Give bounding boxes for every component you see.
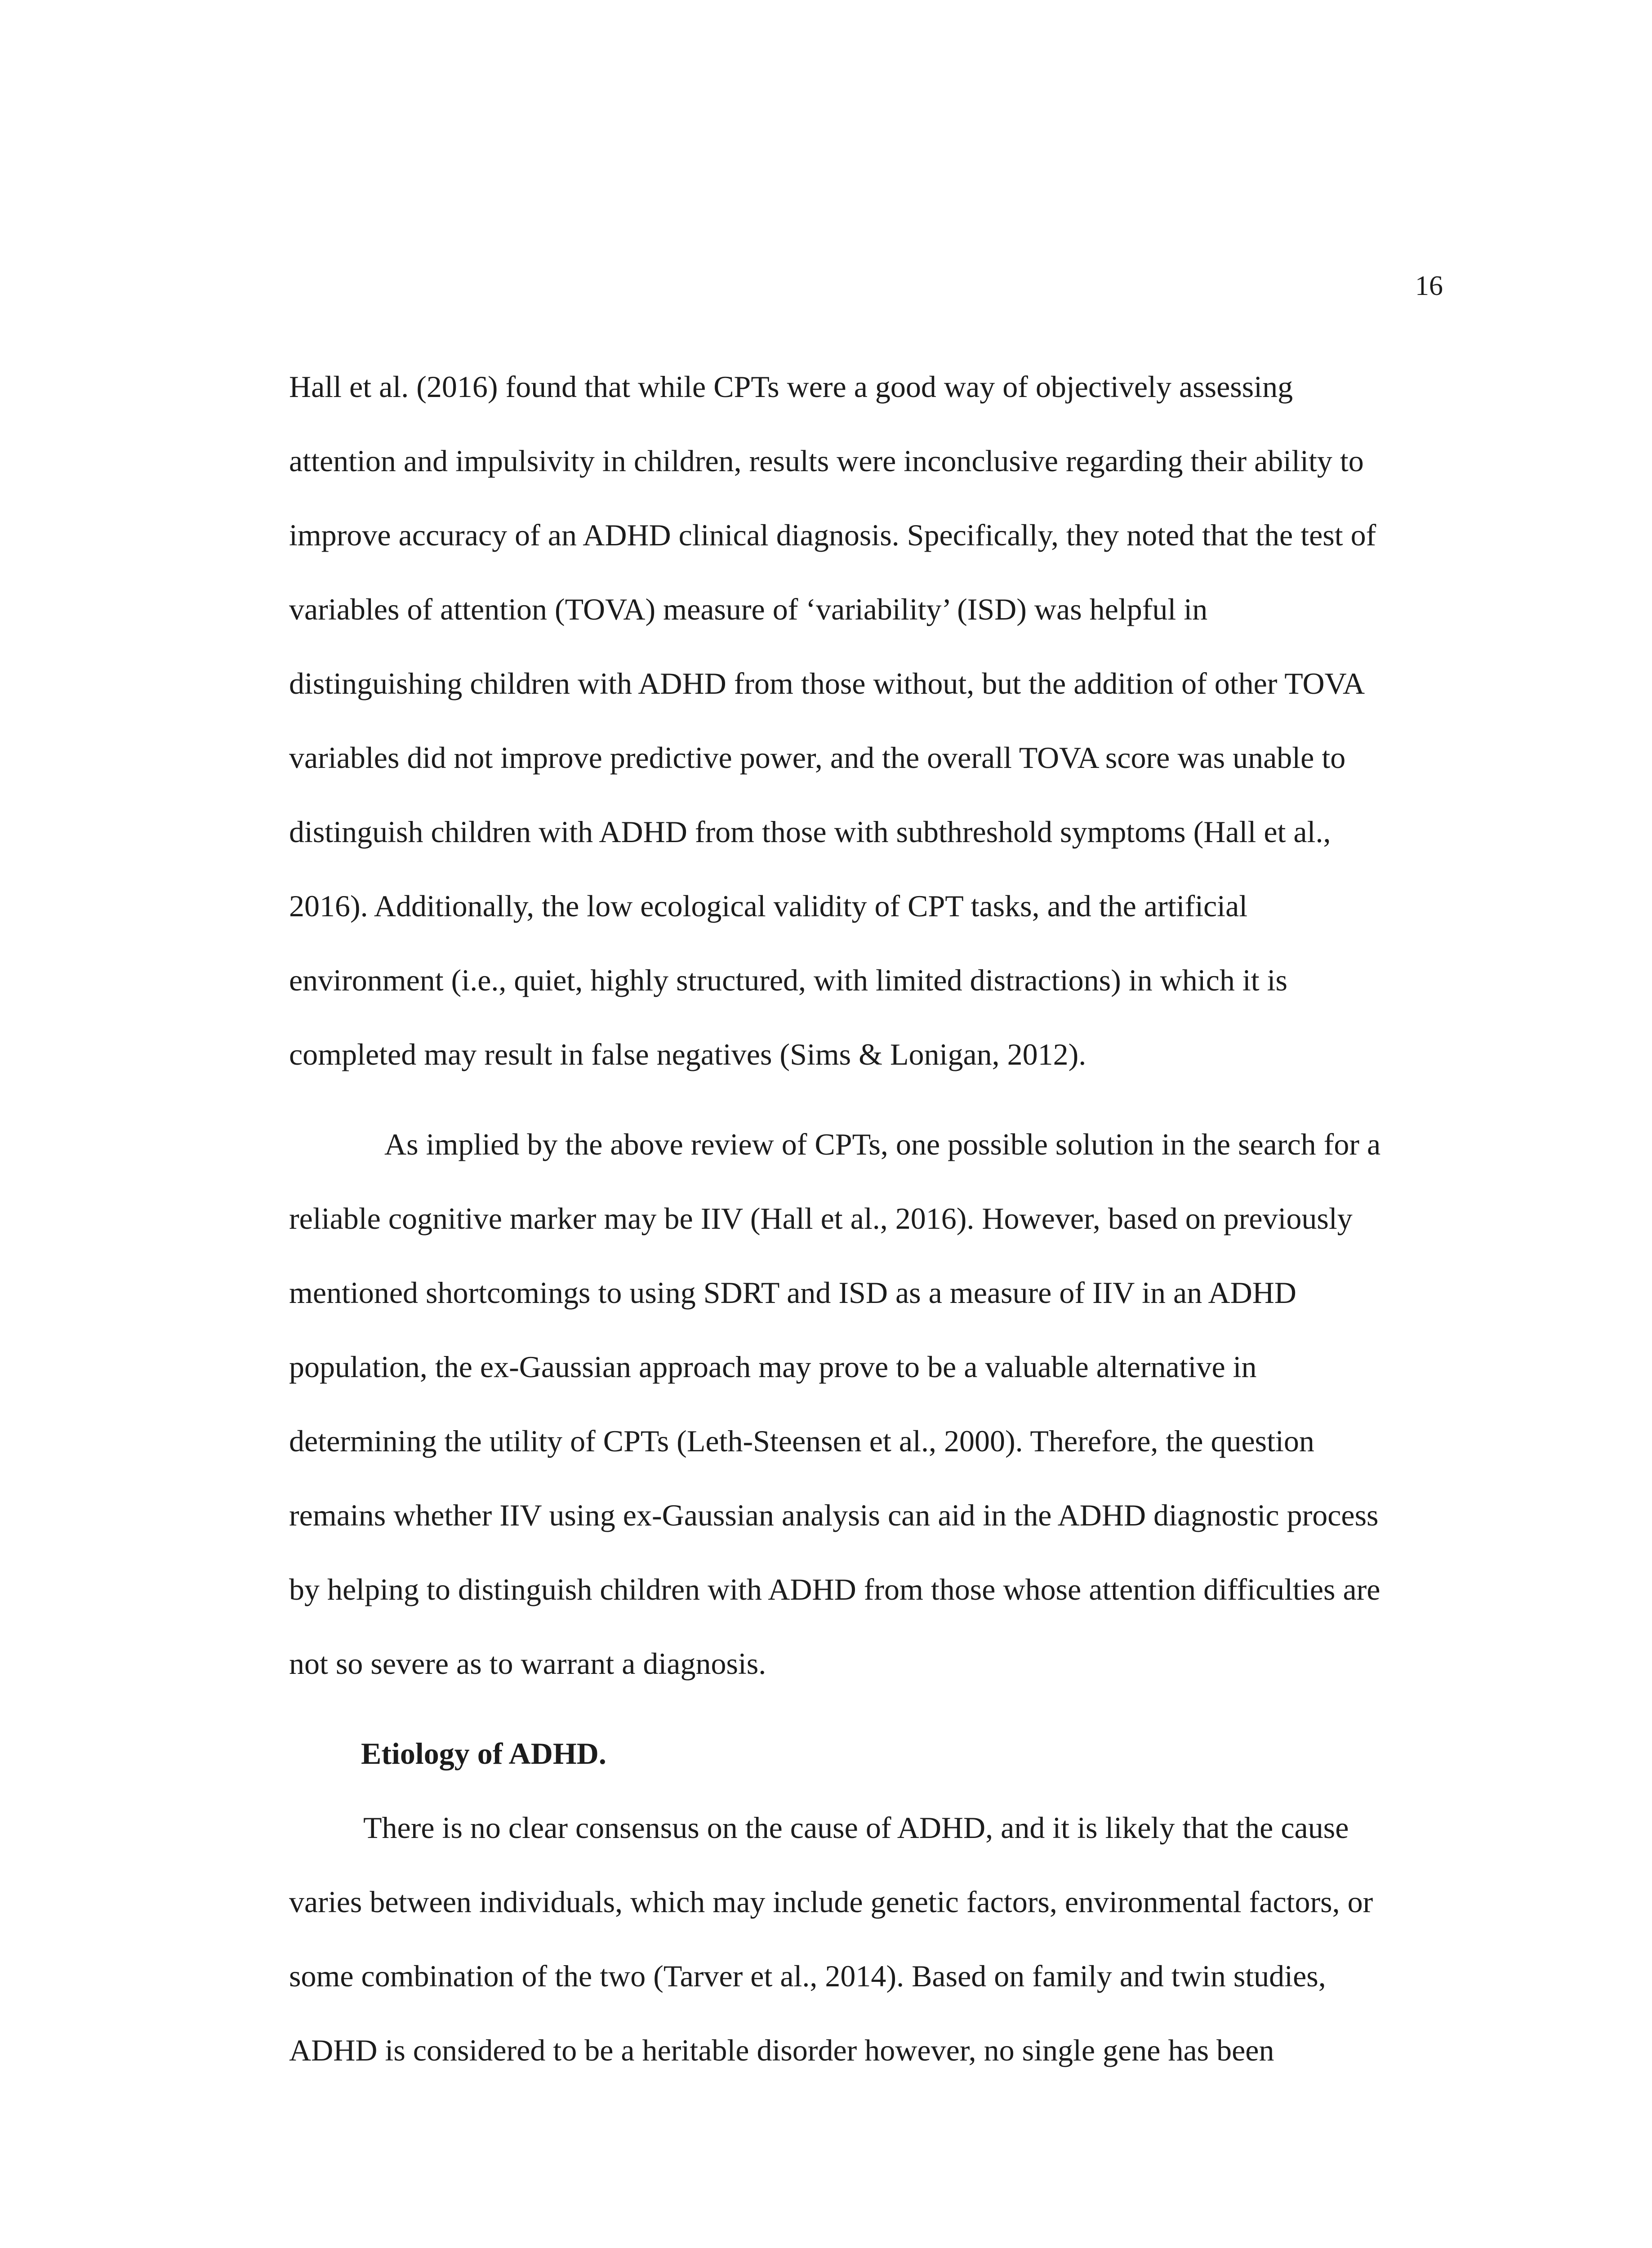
paragraph-line: ADHD is considered to be a heritable disorder however, no single gene has been xyxy=(289,2033,1274,2067)
paragraph-line: some combination of the two (Tarver et al., 2014). Based on family and twin studies, xyxy=(289,1959,1326,1993)
paragraph-line: attention and impulsivity in children, results were inconclusive regarding their ability to xyxy=(289,444,1364,478)
paragraph-line: varies between individuals, which may include genetic factors, environmental factors, or xyxy=(289,1885,1373,1919)
paragraph-line: Hall et al. (2016) found that while CPTs were a good way of objectively assessing xyxy=(289,370,1293,404)
paragraph-line: environment (i.e., quiet, highly structured, with limited distractions) in which it is xyxy=(289,963,1287,997)
paragraph-line: reliable cognitive marker may be IIV (Hall et al., 2016). However, based on previously xyxy=(289,1201,1353,1236)
paragraph-line: remains whether IIV using ex-Gaussian analysis can aid in the ADHD diagnostic process xyxy=(289,1498,1379,1532)
page-number: 16 xyxy=(1415,271,1443,301)
paragraph-line: by helping to distinguish children with ADHD from those whose attention difficulties are xyxy=(289,1572,1380,1606)
paragraph-line: distinguish children with ADHD from those with subthreshold symptoms (Hall et al., xyxy=(289,815,1331,849)
paragraph-line: 2016). Additionally, the low ecological validity of CPT tasks, and the artificial xyxy=(289,889,1248,923)
paragraph-line: population, the ex-Gaussian approach may prove to be a valuable alternative in xyxy=(289,1350,1257,1384)
paragraph-line: variables of attention (TOVA) measure of ‘variability’ (ISD) was helpful in xyxy=(289,592,1208,626)
paragraph-line: mentioned shortcomings to using SDRT and ISD as a measure of IIV in an ADHD xyxy=(289,1276,1296,1310)
paragraph-line: improve accuracy of an ADHD clinical diagnosis. Specifically, they noted that the test of xyxy=(289,518,1376,552)
paragraph-line: There is no clear consensus on the cause of ADHD, and it is likely that the cause xyxy=(363,1811,1349,1845)
paragraph-line: determining the utility of CPTs (Leth-Steensen et al., 2000). Therefore, the question xyxy=(289,1424,1314,1458)
paragraph-line: As implied by the above review of CPTs, one possible solution in the search for a xyxy=(384,1127,1381,1161)
paragraph-line: not so severe as to warrant a diagnosis. xyxy=(289,1646,766,1681)
paragraph-line: distinguishing children with ADHD from those without, but the addition of other TOVA xyxy=(289,666,1365,700)
paragraph-line: variables did not improve predictive power, and the overall TOVA score was unable to xyxy=(289,740,1346,775)
section-heading: Etiology of ADHD. xyxy=(361,1736,606,1771)
paragraph-line: completed may result in false negatives (Sims & Lonigan, 2012). xyxy=(289,1037,1086,1071)
